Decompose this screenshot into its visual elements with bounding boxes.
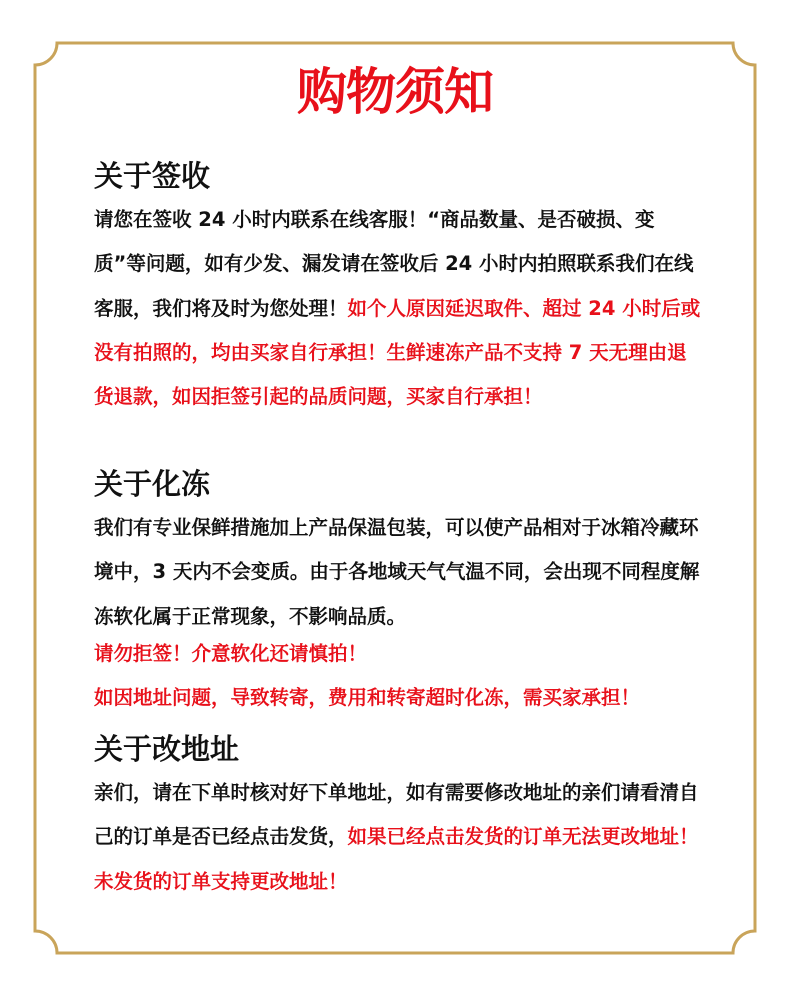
section-body-thawing [94, 506, 704, 639]
section-heading-address: 关于改地址 [94, 732, 240, 766]
page-title: 购物须知 [297, 63, 493, 121]
section-body-address [94, 771, 704, 904]
receipt-notice-text: 请您在签收 24 小时内联系在线客服！“商品数量、是否破损、变质”等问题，如有少发、漏发请在签收后 24 小时内拍照联系我们在线客服，我们将及时为您处理！ [94, 208, 694, 320]
thawing-warning-line-1: 请勿拒签！介意软化还请慎拍！ [94, 642, 368, 665]
address-warning-text: 如果已经点击发货的订单无法更改地址！未发货的订单支持更改地址！ [94, 825, 699, 893]
section-body-receipt [94, 198, 704, 419]
section-heading-thawing: 关于化冻 [94, 467, 211, 501]
address-notice-text: 亲们，请在下单时核对好下单地址，如有需要修改地址的亲们请看清自己的订单是否已经点击发货， [94, 781, 699, 849]
thawing-notice-text: 我们有专业保鲜措施加上产品保温包装，可以使产品相对于冰箱冷藏环境中，3 天内不会变质。由于各地域天气气温不同，会出现不同程度解冻软化属于正常现象，不影响品质。 [94, 516, 700, 628]
receipt-warning-text: 如个人原因延迟取件、超过 24 小时后或没有拍照的，均由买家自行承担！生鲜速冻产品不支持 7 天无理由退货退款，如因拒签引起的品质问题，买家自行承担！ [94, 296, 701, 409]
section-heading-receipt: 关于签收 [94, 159, 211, 193]
thawing-warning-line-2: 如因地址问题，导致转寄，费用和转寄超时化冻，需买家承担！ [94, 686, 641, 709]
